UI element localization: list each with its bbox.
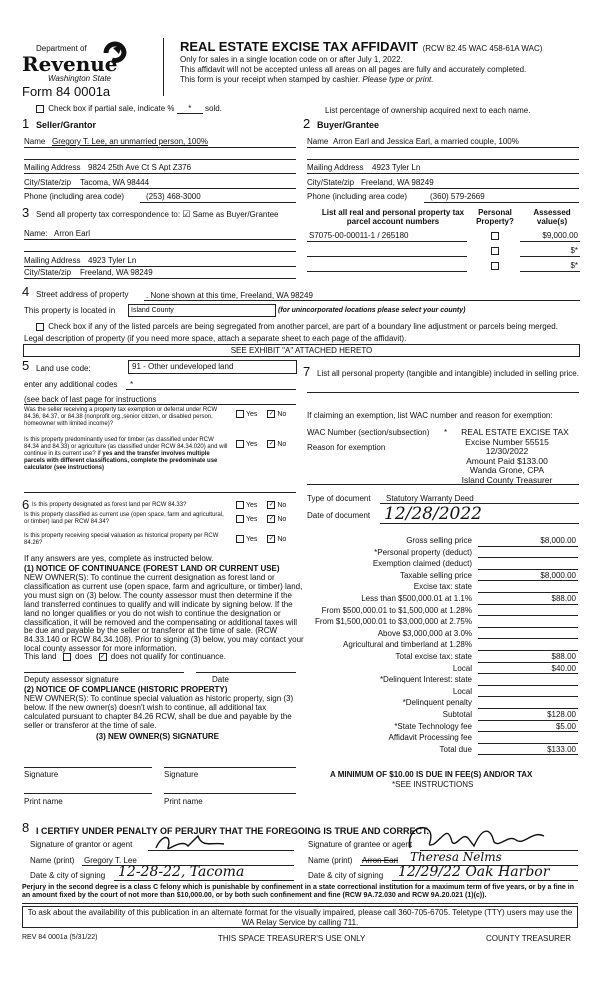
seller-mail-label: Mailing Address (24, 163, 81, 172)
buyer-name[interactable]: Arron Earl and Jessica Earl, a married couple, 100% (333, 137, 519, 146)
section-3-number: 3 (22, 205, 30, 220)
grantee-signature-label: Signature of grantee or agent (308, 840, 413, 849)
section-8-number: 8 (22, 820, 30, 835)
street-address-label: Street address of property (36, 290, 129, 299)
corr-name[interactable]: Arron Earl (54, 229, 91, 238)
grantor-signature-label: Signature of grantor or agent (30, 840, 133, 849)
seller-phone-label: Phone (including area code) (24, 192, 125, 201)
buyer-mail[interactable]: 4923 Tyler Ln (372, 163, 421, 172)
reason-label: Reason for exemption (307, 443, 386, 452)
calc-value-line (478, 731, 578, 732)
ownership-note: List percentage of ownership acquired next to each name. (325, 106, 531, 115)
calc-label: Agricultural and timberland at 1.28% (343, 640, 472, 650)
continuance-qualify-row: This land does ✓ does not qualify for continuance. (24, 652, 226, 661)
calc-label: *Delinquent Interest: state (379, 675, 472, 685)
continuance-body: NEW OWNER(S): To continue the current designation as forest land or classification as current use (open space, farm and agriculture, or timber) land, you must sign on (3) below. The county assessor must then determine if the land transferred continues to qualify and will indicate by signing below. If the land no longer qualifies or you do not wish to continue the designation or classification, it will be removed and the compensating or additional taxes will be due and payable by the seller or transferor at the time of sale. (RCW 84.33.140 or RCW 84.34.108). Prior to signing (3) below, you may contact your local county assessor for more information. (24, 573, 304, 654)
grantee-date-city[interactable]: 12/29/22 Oak Harbor (398, 864, 550, 880)
compliance-body: NEW OWNER(S): To continue special valuation as historic property, sign (3) below. If the new owner(s) doesn't wish to continue, all additional tax calculated pursuant to chapter 84.26 RCW, shall be due and payable by the seller or transferor at the time of sale. (24, 694, 294, 730)
calc-label: *State Technology fee (394, 721, 472, 731)
certify-statement: I CERTIFY UNDER PENALTY OF PERJURY THAT THE FOREGOING IS TRUE AND CORRECT. (36, 826, 430, 836)
assessed-value-3[interactable]: $* (570, 261, 578, 270)
calc-value[interactable]: $40.00 (551, 663, 576, 673)
same-as-buyer-checkbox[interactable]: ☑ (182, 209, 191, 219)
forest-yes-checkbox[interactable] (236, 501, 244, 509)
calc-value[interactable]: $128.00 (547, 710, 576, 719)
seller-heading: Seller/Grantor (36, 120, 97, 130)
calc-value-line (478, 580, 578, 581)
owner-print-label-2: Print name (164, 797, 203, 806)
calc-value-line (478, 720, 578, 721)
qualify-does-not-checkbox[interactable]: ✓ (100, 653, 106, 660)
section-1-number: 1 (22, 116, 30, 131)
calc-label: Taxable selling price (399, 570, 472, 580)
timber-yes-checkbox[interactable] (236, 440, 244, 448)
dept-label: Department of (36, 44, 87, 53)
current-use-no-checkbox[interactable]: ✓ (268, 516, 274, 522)
exemption-question: Was the seller receiving a property tax exemption or deferral under RCW 84.36, 84.37, or 84.38 (nonprofit org.,senior citizen, or disabled person, homeowner with limited income)? (24, 407, 218, 427)
buyer-city-label: City/State/zip (307, 178, 355, 187)
corr-city-label: City/State/zip (24, 268, 72, 277)
seller-city[interactable]: Tacoma, WA 98444 (80, 178, 150, 187)
doc-type-label: Type of document (307, 494, 371, 503)
calc-value-line (478, 708, 578, 709)
assessed-value-header: Assessed value(s) (533, 208, 571, 226)
compliance-heading: (2) NOTICE OF COMPLIANCE (HISTORIC PROPERTY) (24, 685, 228, 694)
minimum-fee-note: A MINIMUM OF $10.00 IS DUE IN FEE(S) AND/OR TAX (330, 770, 533, 779)
calc-value-line (478, 662, 578, 663)
exemption-claim-label: If claiming an exemption, list WAC number and reason for exemption: (307, 411, 553, 420)
legal-description-label: Legal description of property (if you need more space, attach a separate sheet to each page of the affidavit). (24, 334, 407, 343)
calc-value-line (478, 650, 578, 651)
calc-value-line (478, 569, 578, 570)
section-5-number: 5 (22, 358, 30, 373)
calc-value[interactable]: $5.00 (555, 721, 576, 731)
header-line-2: This affidavit will not be accepted unless all areas on all pages are fully and accurately completed. (180, 65, 527, 74)
calc-label: *Delinquent penalty (402, 698, 472, 708)
legal-description-field[interactable]: SEE EXHIBIT "A" ATTACHED HERETO (23, 344, 580, 357)
parcel-header: List all real and personal property tax parcel account numbers (321, 208, 465, 226)
partial-sale-row: Check box if partial sale, indicate % * sold. (36, 104, 222, 114)
dor-logo-icon (100, 38, 130, 68)
additional-codes-label: enter any additional codes (24, 380, 118, 389)
grantee-signature[interactable] (404, 818, 554, 854)
washington-state-label: Washington State (48, 74, 112, 83)
timber-question: Is this property predominantly used for timber (as classified under RCW 84.34 and 84.33) or agriculture (as classified under RCW 84.34.020) and will continue in its current use? If yes and the transfer involves multiple parcels with different classifications, complete the predominate use calculator (see instructions) (24, 437, 228, 471)
section-4-number: 4 (22, 284, 30, 299)
calc-value[interactable]: $8,000.00 (540, 570, 576, 580)
current-use-answer: Yes ✓ No (236, 515, 286, 524)
alternate-format-notice: To ask about the availability of this publication in an alternate format for the visually impaired, please call 360-705-6705. Teletype (TTY) users may use the WA Relay Service by calling 711. (22, 906, 578, 928)
doc-date-label: Date of document (307, 511, 371, 520)
buyer-phone-label: Phone (including area code) (307, 192, 408, 201)
treasurer-use-label: THIS SPACE TREASURER'S USE ONLY (218, 934, 366, 943)
new-owner-heading: (3) NEW OWNER(S) SIGNATURE (96, 732, 219, 741)
any-yes-note: If any answers are yes, complete as instructed below. (24, 554, 214, 563)
doc-type[interactable]: Statutory Warranty Deed (386, 494, 474, 503)
perjury-notice: Perjury in the second degree is a class C felony which is punishable by confinement in a state correctional institution for a maximum term of five years, or by a fine in an amount fixed by the court of not more than $10,000.00, or by both such confinement and fine (RCW 9A.72.030 and RCW 9A.20.021 (1)(c)). (22, 884, 574, 899)
calc-value-line (478, 627, 578, 628)
grantor-name-label: Name (print) (30, 856, 75, 865)
owner-signature-label-1: Signature (24, 770, 59, 779)
county-select[interactable]: Island County (128, 304, 276, 317)
see-back-note: (see back of last page for instructions (24, 395, 157, 404)
calc-label: Exemption claimed (deduct) (372, 559, 472, 569)
forest-no-checkbox[interactable]: ✓ (268, 502, 274, 508)
county-note: (for unincorporated locations please select your county) (278, 307, 466, 314)
header-divider (163, 38, 164, 96)
historic-yes-checkbox[interactable] (236, 535, 244, 543)
buyer-name-label: Name (307, 137, 329, 146)
grantee-name-struck: Arron Earl (362, 856, 399, 865)
personal-property-checkbox-2[interactable] (491, 247, 499, 255)
historic-question: Is this property receiving special valuation as historical property per RCW 84.26? (24, 533, 219, 546)
forest-question: Is this property designated as forest land per RCW 84.33? (32, 502, 187, 508)
grantee-date-label: Date & city of signing (308, 871, 384, 880)
see-instructions-note: *SEE INSTRUCTIONS (392, 780, 474, 789)
corr-name-label: Name: (24, 229, 48, 238)
calc-label: From $1,500,000.01 to $3,000,000 at 2.75% (314, 617, 472, 627)
assessed-value-1[interactable]: $9,000.00 (542, 231, 578, 240)
personal-property-checkbox-3[interactable] (491, 262, 499, 270)
historic-no-checkbox[interactable]: ✓ (268, 536, 274, 542)
header-line-3: This form is your receipt when stamped by cashier. Please type or print. (180, 75, 434, 84)
parcel-number-1[interactable]: S7075-00-00011-1 / 265180 (309, 231, 409, 240)
owner-print-label-1: Print name (24, 797, 63, 806)
grantor-signature[interactable] (152, 832, 232, 854)
seller-phone[interactable]: (253) 468-3000 (146, 192, 201, 201)
corr-mail[interactable]: 4923 Tyler Ln (88, 256, 137, 265)
buyer-mail-label: Mailing Address (307, 163, 364, 172)
exemption-answer: Yes ✓ No (236, 410, 286, 419)
buyer-phone[interactable]: (360) 579-2669 (430, 192, 485, 201)
calc-value-line (478, 696, 578, 697)
calc-label: *Personal property (deduct) (374, 547, 472, 557)
timber-answer: Yes ✓ No (236, 440, 286, 449)
grantor-date-city[interactable]: 12-28-22, Tacoma (118, 864, 245, 880)
calc-value-line (478, 685, 578, 686)
calc-value-line (478, 557, 578, 558)
calc-value[interactable]: $88.00 (551, 594, 576, 603)
section-6-number: 6 (22, 497, 30, 512)
street-address[interactable]: . None shown at this time, Freeland, WA 98249 (146, 291, 313, 300)
calc-value-line (478, 592, 578, 593)
segregate-row: Check box if any of the listed parcels are being segregated from another parcel, are part of a boundary line adjustment or parcels being merged. (36, 322, 558, 331)
current-use-yes-checkbox[interactable] (236, 515, 244, 523)
partial-percent-field[interactable]: * (177, 104, 203, 114)
calc-value-line (478, 638, 578, 639)
personal-property-checkbox-1[interactable] (491, 232, 499, 240)
grantee-name-label: Name (print) (308, 856, 353, 865)
assessed-value-2[interactable]: $* (570, 246, 578, 255)
grantee-name[interactable]: Theresa Nelms (410, 850, 502, 864)
calc-label: From $500,000.01 to $1,500,000 at 1.28% (321, 605, 472, 615)
seller-mail[interactable]: 9824 25th Ave Ct S Apt Z376 (88, 163, 192, 172)
calc-label: Total due (439, 744, 472, 754)
qualify-does-checkbox[interactable] (63, 653, 71, 661)
calc-label: Local (452, 686, 472, 696)
deputy-assessor-label: Deputy assessor signature (24, 675, 119, 684)
grantor-date-label: Date & city of signing (30, 871, 106, 880)
calc-label: Affidavit Processing fee (388, 733, 472, 743)
continuance-heading: (1) NOTICE OF CONTINUANCE (FOREST LAND OR CURRENT USE) (24, 564, 280, 573)
treasurer-stamp: REAL ESTATE EXCISE TAX Excise Number 55515 12/30/2022 Amount Paid $133.00 Wanda Grone, CPA Island County Treasurer (461, 427, 569, 485)
current-use-question: Is this property classified as current use (open space, farm and agricultural, or timber) land per RCW 84.34? (24, 512, 224, 525)
form-title: REAL ESTATE EXCISE TAX AFFIDAVIT (RCW 82.45 WAC 458-61A WAC) (180, 39, 543, 54)
partial-sale-checkbox[interactable] (36, 105, 44, 113)
historic-answer: Yes ✓ No (236, 535, 286, 544)
buyer-heading: Buyer/Grantee (317, 120, 380, 130)
exemption-no-checkbox[interactable]: ✓ (268, 411, 274, 417)
calc-label: Subtotal (442, 710, 472, 719)
deputy-date-label: Date (212, 675, 229, 684)
county-treasurer-label: COUNTY TREASURER (486, 934, 572, 943)
segregate-checkbox[interactable] (36, 323, 44, 331)
header-line-1: Only for sales in a single location code on or after July 1, 2022. (180, 55, 403, 64)
grantor-name[interactable]: Gregory T. Lee (84, 856, 137, 865)
personal-property-header: Personal Property? (476, 208, 514, 226)
calc-value[interactable]: $8,000.00 (540, 536, 576, 545)
forest-answer: Yes ✓ No (236, 501, 286, 510)
timber-no-checkbox[interactable]: ✓ (268, 441, 274, 447)
wac-label: WAC Number (section/subsection) (307, 428, 430, 437)
seller-name-label: Name (24, 137, 46, 146)
calc-value-line (478, 754, 578, 755)
section-7-number: 7 (303, 364, 311, 379)
calc-value-line (478, 546, 578, 547)
revision-label: REV 84 0001a (5/31/22) (22, 934, 98, 941)
calc-value-line (478, 615, 578, 616)
additional-codes-field[interactable]: * (130, 380, 134, 389)
form-number: Form 84 0001a (22, 84, 111, 99)
calc-value-line (478, 743, 578, 744)
calc-label: Local (452, 663, 472, 673)
tax-correspondence-row: Send all property tax correspondence to: ☑ Same as Buyer/Grantee (36, 209, 279, 219)
located-label: This property is located in (24, 306, 116, 315)
owner-signature-label-2: Signature (164, 770, 199, 779)
seller-city-label: City/State/zip (24, 178, 72, 187)
doc-date[interactable]: 12/28/2022 (384, 504, 482, 524)
calc-value[interactable]: $88.00 (551, 652, 576, 661)
calc-label: Total excise tax: state (395, 652, 472, 661)
calc-value-line (478, 673, 578, 674)
land-use-label: Land use code: (36, 364, 91, 373)
corr-mail-label: Mailing Address (24, 256, 81, 265)
calc-label: Above $3,000,000 at 3.0% (377, 628, 472, 638)
personal-property-label: List all personal property (tangible and intangible) included in selling price. (317, 369, 579, 378)
revenue-logo-text: Revenue (22, 52, 118, 76)
calc-value-line (478, 604, 578, 605)
corr-city[interactable]: Freeland, WA 98249 (80, 268, 153, 277)
wac-field[interactable]: * (444, 428, 448, 437)
calc-value[interactable]: $133.00 (547, 744, 576, 754)
buyer-city[interactable]: Freeland, WA 98249 (361, 178, 434, 187)
calc-label: Gross selling price (406, 536, 472, 545)
calc-label: Less than $500,000.01 at 1.1% (361, 594, 472, 603)
seller-name[interactable]: Gregory T. Lee, an unmarried person, 100% (52, 137, 208, 146)
exemption-yes-checkbox[interactable] (236, 410, 244, 418)
section-2-number: 2 (303, 116, 311, 131)
calc-label: Excise tax: state (413, 582, 472, 592)
land-use-select[interactable]: 91 - Other undeveloped land (128, 360, 297, 374)
